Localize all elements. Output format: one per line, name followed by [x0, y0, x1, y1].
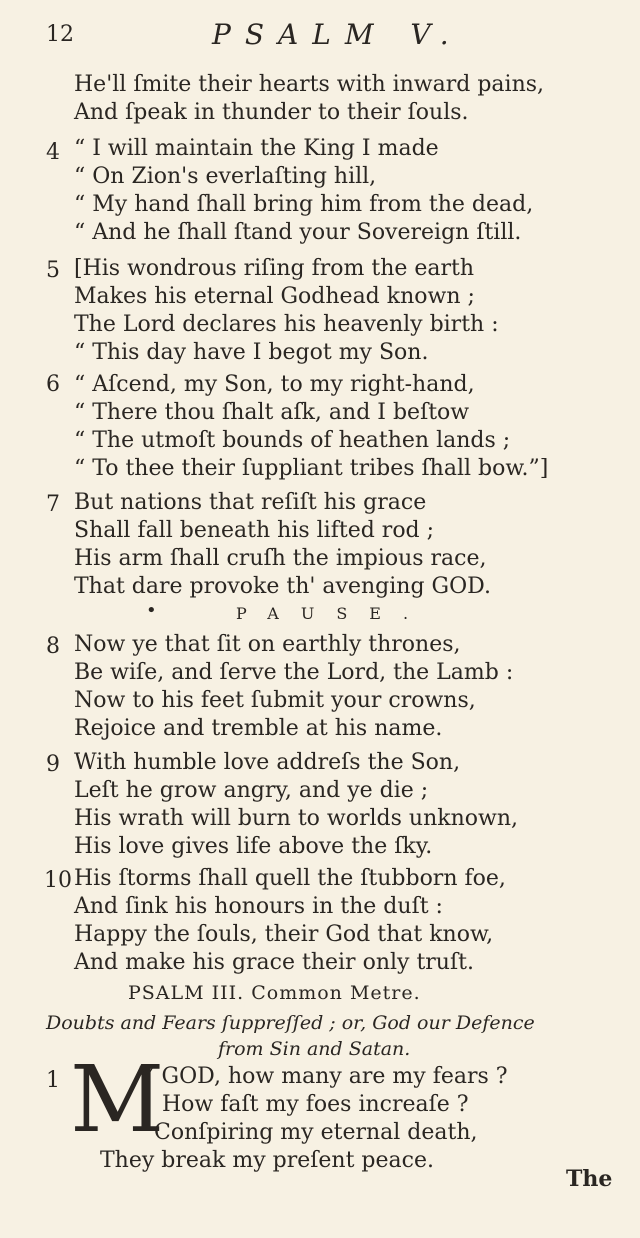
verse-number: 10 [44, 868, 72, 893]
verse-line: Happy the ſouls, their God that know, [74, 922, 494, 947]
verse-number: 9 [46, 752, 60, 777]
verse-line: With humble love addreſs the Son, [74, 750, 461, 775]
verse-line: His arm ſhall cruſh the impious race, [74, 546, 487, 571]
verse-line: But nations that reſiſt his grace [74, 490, 427, 515]
verse-number: 8 [46, 634, 60, 659]
verse-line: “ And he ſhall ſtand your Sovereign ſtill. [74, 220, 522, 245]
pause-heading: PAUSE. [236, 604, 431, 623]
drop-cap: M [70, 1046, 165, 1153]
verse-line: The Lord declares his heavenly birth : [74, 312, 499, 337]
verse-line: Leſt he grow angry, and ye die ; [74, 778, 429, 803]
verse-line: “ I will maintain the King I made [74, 136, 439, 161]
verse-line: “ On Zion's everlaſting hill, [74, 164, 377, 189]
verse-line: [His wondrous riſing from the earth [74, 256, 475, 281]
psalm-heading: PSALM III. Common Metre. [128, 982, 421, 1004]
page-number: 12 [46, 22, 74, 47]
verse-line: Be wiſe, and ſerve the Lord, the Lamb : [74, 660, 514, 685]
verse-number: 4 [46, 140, 60, 165]
verse-line: Makes his eternal Godhead known ; [74, 284, 475, 309]
verse-line: His ſtorms ſhall quell the ſtubborn foe, [74, 866, 506, 891]
verse-number: 6 [46, 372, 60, 397]
verse-line: And make his grace their only truſt. [74, 950, 474, 975]
verse-line: “ The utmoſt bounds of heathen lands ; [74, 428, 511, 453]
verse-line: Now ye that ſit on earthly thrones, [74, 632, 461, 657]
verse-line: They break my preſent peace. [100, 1148, 434, 1173]
verse-line: His love gives life above the ſky. [74, 834, 433, 859]
verse-line: And ſpeak in thunder to their ſouls. [74, 100, 469, 125]
catchword: The [566, 1166, 613, 1192]
psalm-subtitle: from Sin and Satan. [218, 1038, 411, 1060]
psalm-subtitle: Doubts and Fears ſuppreſſed ; or, God our Defence [46, 1012, 535, 1034]
verse-line: That dare provoke th' avenging GOD. [74, 574, 491, 599]
verse-line: Conſpiring my eternal death, [154, 1120, 478, 1145]
verse-line: His wrath will burn to worlds unknown, [74, 806, 518, 831]
verse-number: 7 [46, 492, 60, 517]
verse-line: “ This day have I begot my Son. [74, 340, 429, 365]
verse-number: 5 [46, 258, 60, 283]
verse-line: Y GOD, how many are my fears ? [140, 1064, 508, 1089]
verse-line: “ My hand ſhall bring him from the dead, [74, 192, 534, 217]
verse-line: Rejoice and tremble at his name. [74, 716, 443, 741]
verse-line: Shall fall beneath his lifted rod ; [74, 518, 435, 543]
verse-line: “ There thou ſhalt aſk, and I beſtow [74, 400, 470, 425]
verse-number: 1 [46, 1068, 60, 1093]
verse-line: “ To thee their ſuppliant tribes ſhall bow.”] [74, 456, 549, 481]
running-title: PSALM V. [212, 18, 463, 51]
verse-line: He'll ſmite their hearts with inward pains, [74, 72, 545, 97]
verse-line: “ Aſcend, my Son, to my right-hand, [74, 372, 475, 397]
verse-line: Now to his feet ſubmit your crowns, [74, 688, 476, 713]
verse-line: And ſink his honours in the duſt : [74, 894, 443, 919]
pause-mark: • [146, 600, 157, 621]
verse-line: How faſt my foes increaſe ? [162, 1092, 469, 1117]
